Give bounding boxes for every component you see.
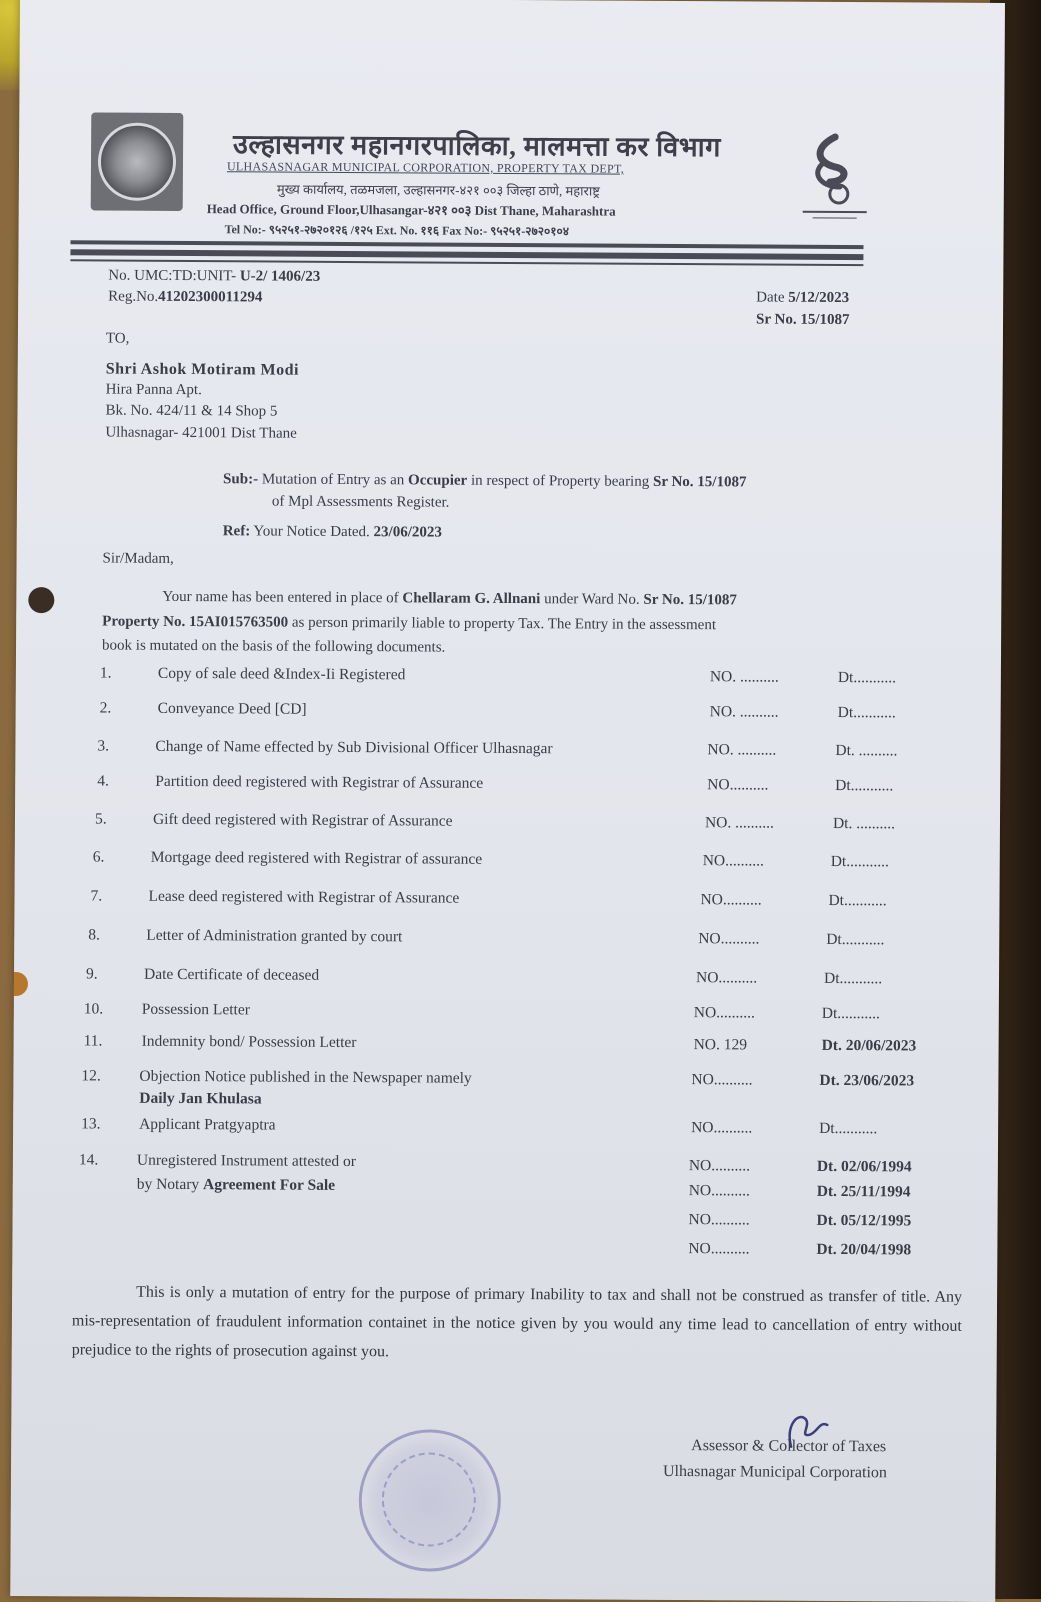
property-tax-logo <box>795 132 876 222</box>
letterhead-title-hindi: उल्हासनगर महानगरपालिका, मालमत्ता कर विभाग <box>233 124 721 164</box>
document-row: 3. Change of Name effected by Sub Divisional Officer Ulhasnagar NO. .......... Dt. .......... <box>97 737 977 764</box>
document-row: 13. Applicant Pratgyaptra NO.......... Dt........... <box>81 1115 961 1142</box>
outward-number: No. UMC:TD:UNIT- U-2/ 1406/23 <box>108 268 320 286</box>
addressee-line: Bk. No. 424/11 & 14 Shop 5 <box>105 403 277 421</box>
document-row: 1. Copy of sale deed &Index-Ii Registered NO. .......... Dt........... <box>100 664 980 691</box>
letter-page <box>10 0 1005 1602</box>
subject-line-2: of Mpl Assessments Register. <box>272 494 450 512</box>
body-paragraph-line: Property No. 15AI015763500 as person primarily liable to property Tax. The Entry in the assessment <box>102 614 716 635</box>
addressee-line: Hira Panna Apt. <box>106 382 202 400</box>
letter-date: Date 5/12/2023 <box>756 289 849 307</box>
document-row: 6. Mortgage deed registered with Registrar of assurance NO.......... Dt........... <box>93 848 973 875</box>
header-divider <box>70 259 863 266</box>
salutation: Sir/Madam, <box>103 551 174 568</box>
document-row: 9. Date Certificate of deceased NO.......... Dt........... <box>86 965 966 992</box>
document-row: 10. Possession Letter NO.......... Dt........... <box>84 1000 964 1027</box>
document-row: 2. Conveyance Deed [CD] NO. .......... Dt........... <box>100 699 980 726</box>
subject-line: Sub:- Mutation of Entry as an Occupier in respect of Property bearing Sr No. 15/1087 <box>223 471 747 491</box>
body-paragraph-line: Your name has been entered in place of Chellaram G. Allnani under Ward No. Sr No. 15/1087 <box>162 589 737 610</box>
signatory-title: Assessor & Collector of Taxes <box>691 1437 886 1456</box>
addressee-name: Shri Ashok Motiram Modi <box>106 361 299 380</box>
body-paragraph-line: book is mutated on the basis of the following documents. <box>102 638 445 657</box>
punch-hole-edge <box>14 972 28 996</box>
document-row: 7. Lease deed registered with Registrar of Assurance NO.......... Dt........... <box>90 887 970 914</box>
document-row: 8. Letter of Administration granted by court NO.......... Dt........... <box>88 926 968 953</box>
document-row: 14. Unregistered Instrument attested or by Notary Agreement For Sale NO.......... Dt. 02/06/1994 NO.......... Dt. 25/11/1994 NO.......... Dt. 05/12/1995 NO.......... Dt. 20/04/1998 <box>78 1151 959 1266</box>
reference-line: Ref: Your Notice Dated. 23/06/2023 <box>223 523 442 541</box>
document-row: 5. Gift deed registered with Registrar of Assurance NO. .......... Dt. .......... <box>95 810 975 837</box>
punch-hole <box>28 587 54 613</box>
corporation-emblem-logo <box>91 112 184 211</box>
addressee-to: TO, <box>106 331 130 348</box>
letter-sr-number: Sr No. 15/1087 <box>756 311 850 329</box>
signatory-organization: Ulhasnagar Municipal Corporation <box>663 1463 887 1482</box>
letterhead-address-english: Head Office, Ground Floor,Ulhasangar-४२१ ००३ Dist Thane, Maharashtra <box>207 199 616 219</box>
letterhead-contact: Tel No:- ९५२५१-२७२०१२६ /१२५ Ext. No. ११६ Fax No:- ९५२५१-२७२०१०४ <box>225 220 570 239</box>
document-row: 12. Objection Notice published in the Newspaper namely Daily Jan Khulasa NO.......... Dt. 23/06/2023 <box>81 1067 961 1116</box>
header-divider <box>70 249 863 260</box>
registration-number: Reg.No.41202300011294 <box>108 289 262 307</box>
document-row: 11. Indemnity bond/ Possession Letter NO. 129 Dt. 20/06/2023 <box>84 1032 964 1059</box>
letterhead-title-english: ULHASASNAGAR MUNICIPAL CORPORATION, PROPERTY TAX DEPT, <box>227 159 624 176</box>
addressee-line: Ulhasnagar- 421001 Dist Thane <box>105 425 297 443</box>
header-divider <box>70 240 863 249</box>
disclaimer-paragraph: This is only a mutation of entry for the purpose of primary Inability to tax and shall not be construed as transfer of title. Any mis-representation of fraudulent information containet in the notice given by you would any time lead to cancellation of entry without prejudice to the rights of prosecution against you. <box>72 1277 963 1369</box>
document-row: 4. Partition deed registered with Registrar of Assurance NO.......... Dt........... <box>97 772 977 799</box>
official-seal-stamp <box>358 1429 501 1572</box>
letterhead-address-hindi: मुख्य कार्यालय, तळमजला, उल्हासनगर-४२१ ००३ जिल्हा ठाणे, महाराष्ट्र <box>277 180 600 200</box>
